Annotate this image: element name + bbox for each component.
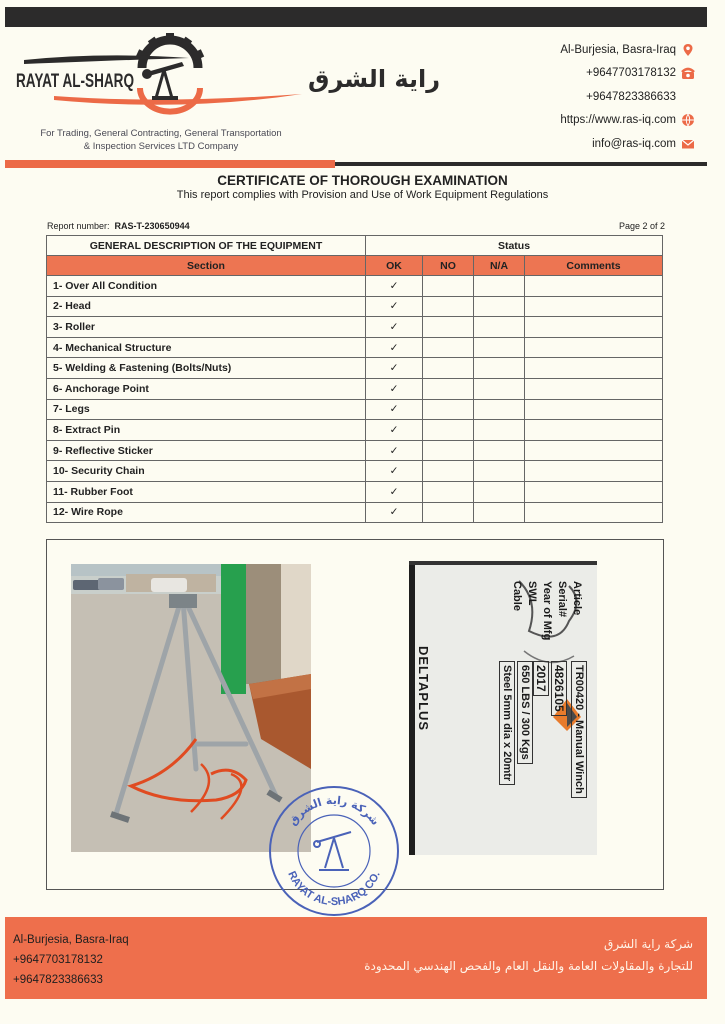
no-cell	[423, 440, 474, 461]
footer-arabic: شركة راية الشرق للتجارة والمقاولات العامة والنقل العام والفحص الهندسي المحدودة	[364, 937, 693, 973]
no-cell	[423, 296, 474, 317]
page-number: Page 2 of 2	[618, 221, 665, 231]
table-row	[47, 296, 663, 317]
no-cell	[423, 481, 474, 502]
header-divider	[5, 160, 707, 168]
gear-icon	[136, 33, 204, 68]
section-cell: 6- Anchorage Point	[47, 378, 366, 399]
na-cell	[474, 399, 525, 420]
company-logo	[14, 30, 441, 130]
table-row	[47, 399, 663, 420]
comments-cell	[525, 420, 663, 441]
na-cell	[474, 440, 525, 461]
ok-cell: ✓	[366, 461, 423, 482]
comments-cell	[525, 337, 663, 358]
table-body	[47, 276, 663, 523]
label-plate-text: Article Serial# Year of Mfg SWL Cable TR00420 - Manual Winch 4826105 2017 650 LBS / 300 Kgs Steel 5mm dia x 20mtr DELTAPLUS	[409, 561, 597, 855]
na-cell	[474, 358, 525, 379]
ok-cell: ✓	[366, 337, 423, 358]
contact-phone2: +9647823386633	[586, 90, 676, 103]
inspection-table	[46, 235, 663, 523]
na-cell	[474, 296, 525, 317]
contact-website[interactable]: https://www.ras-iq.com	[560, 109, 695, 133]
na-cell	[474, 317, 525, 338]
section-cell: 9- Reflective Sticker	[47, 440, 366, 461]
table-row	[47, 481, 663, 502]
location-pin-icon	[681, 43, 695, 57]
comments-cell	[525, 461, 663, 482]
footer-contacts: Al-Burjesia, Basra-Iraq +9647703178132 +9647823386633	[13, 934, 129, 986]
comments-cell	[525, 317, 663, 338]
ok-cell: ✓	[366, 420, 423, 441]
comments-cell	[525, 440, 663, 461]
table-header-general	[47, 236, 663, 256]
ok-cell: ✓	[366, 481, 423, 502]
report-number: Report number: RAS-T-230650944	[47, 221, 190, 231]
comments-cell	[525, 296, 663, 317]
na-cell	[474, 420, 525, 441]
envelope-icon	[681, 137, 695, 151]
na-cell	[474, 481, 525, 502]
contact-email[interactable]: info@ras-iq.com	[560, 132, 695, 156]
no-cell	[423, 317, 474, 338]
no-cell	[423, 358, 474, 379]
company-tagline: For Trading, General Contracting, General Transportation & Inspection Services LTD Company	[40, 128, 282, 152]
table-row	[47, 420, 663, 441]
globe-icon	[681, 113, 695, 127]
company-stamp	[267, 784, 401, 918]
label-plate-photo	[409, 561, 597, 855]
section-cell: 11- Rubber Foot	[47, 481, 366, 502]
ok-cell: ✓	[366, 317, 423, 338]
col-comments: Comments	[525, 256, 663, 276]
comments-cell	[525, 358, 663, 379]
section-cell: 5- Welding & Fastening (Bolts/Nuts)	[47, 358, 366, 379]
section-cell: 4- Mechanical Structure	[47, 337, 366, 358]
table-row	[47, 276, 663, 297]
comments-cell	[525, 399, 663, 420]
company-name-en: RAYAT AL-SHARQ	[16, 71, 134, 92]
comments-cell	[525, 276, 663, 297]
ok-cell: ✓	[366, 358, 423, 379]
comments-cell	[525, 481, 663, 502]
no-cell	[423, 461, 474, 482]
section-cell: 1- Over All Condition	[47, 276, 366, 297]
svg-text:RAYAT AL-SHARQ CO.: RAYAT AL-SHARQ CO.	[285, 869, 383, 909]
section-cell: 8- Extract Pin	[47, 420, 366, 441]
section-cell: 10- Security Chain	[47, 461, 366, 482]
stamp-pumpjack-icon	[314, 832, 351, 870]
col-section: Section	[47, 256, 366, 276]
col-ok: OK	[366, 256, 423, 276]
col-no: NO	[423, 256, 474, 276]
no-cell	[423, 276, 474, 297]
table-row	[47, 337, 663, 358]
footer	[5, 917, 707, 999]
top-bar	[5, 7, 707, 27]
deltaplus-brand: DELTAPLUS	[416, 646, 431, 732]
col-na: N/A	[474, 256, 525, 276]
pumpjack-icon	[142, 62, 184, 100]
company-name-ar: راية الشرق	[308, 65, 441, 93]
ok-cell: ✓	[366, 296, 423, 317]
section-cell: 7- Legs	[47, 399, 366, 420]
comments-cell	[525, 378, 663, 399]
table-row	[47, 358, 663, 379]
general-description-header: GENERAL DESCRIPTION OF THE EQUIPMENT	[47, 236, 366, 256]
section-cell: 12- Wire Rope	[47, 502, 366, 523]
no-cell	[423, 378, 474, 399]
no-cell	[423, 337, 474, 358]
no-cell	[423, 420, 474, 441]
section-cell: 3- Roller	[47, 317, 366, 338]
table-row	[47, 502, 663, 523]
svg-text:شركة راية الشرق: شركة راية الشرق	[285, 793, 382, 828]
na-cell	[474, 276, 525, 297]
section-cell: 2- Head	[47, 296, 366, 317]
no-cell	[423, 502, 474, 523]
ok-cell: ✓	[366, 440, 423, 461]
na-cell	[474, 378, 525, 399]
ok-cell: ✓	[366, 399, 423, 420]
table-row	[47, 317, 663, 338]
table-row	[47, 440, 663, 461]
no-cell	[423, 399, 474, 420]
na-cell	[474, 337, 525, 358]
contact-phone1: +9647703178132	[560, 62, 695, 86]
ok-cell: ✓	[366, 502, 423, 523]
na-cell	[474, 461, 525, 482]
table-row	[47, 461, 663, 482]
table-header-columns	[47, 256, 663, 276]
phone-icon	[681, 66, 695, 80]
status-header: Status	[366, 236, 663, 256]
contact-block	[560, 38, 695, 156]
na-cell	[474, 502, 525, 523]
ok-cell: ✓	[366, 378, 423, 399]
contact-address: Al-Burjesia, Basra-Iraq	[560, 38, 695, 62]
ok-cell: ✓	[366, 276, 423, 297]
comments-cell	[525, 502, 663, 523]
certificate-subtitle: This report complies with Provision and Use of Work Equipment Regulations	[176, 189, 549, 201]
certificate-title: CERTIFICATE OF THOROUGH EXAMINATION	[217, 173, 508, 188]
table-row	[47, 378, 663, 399]
